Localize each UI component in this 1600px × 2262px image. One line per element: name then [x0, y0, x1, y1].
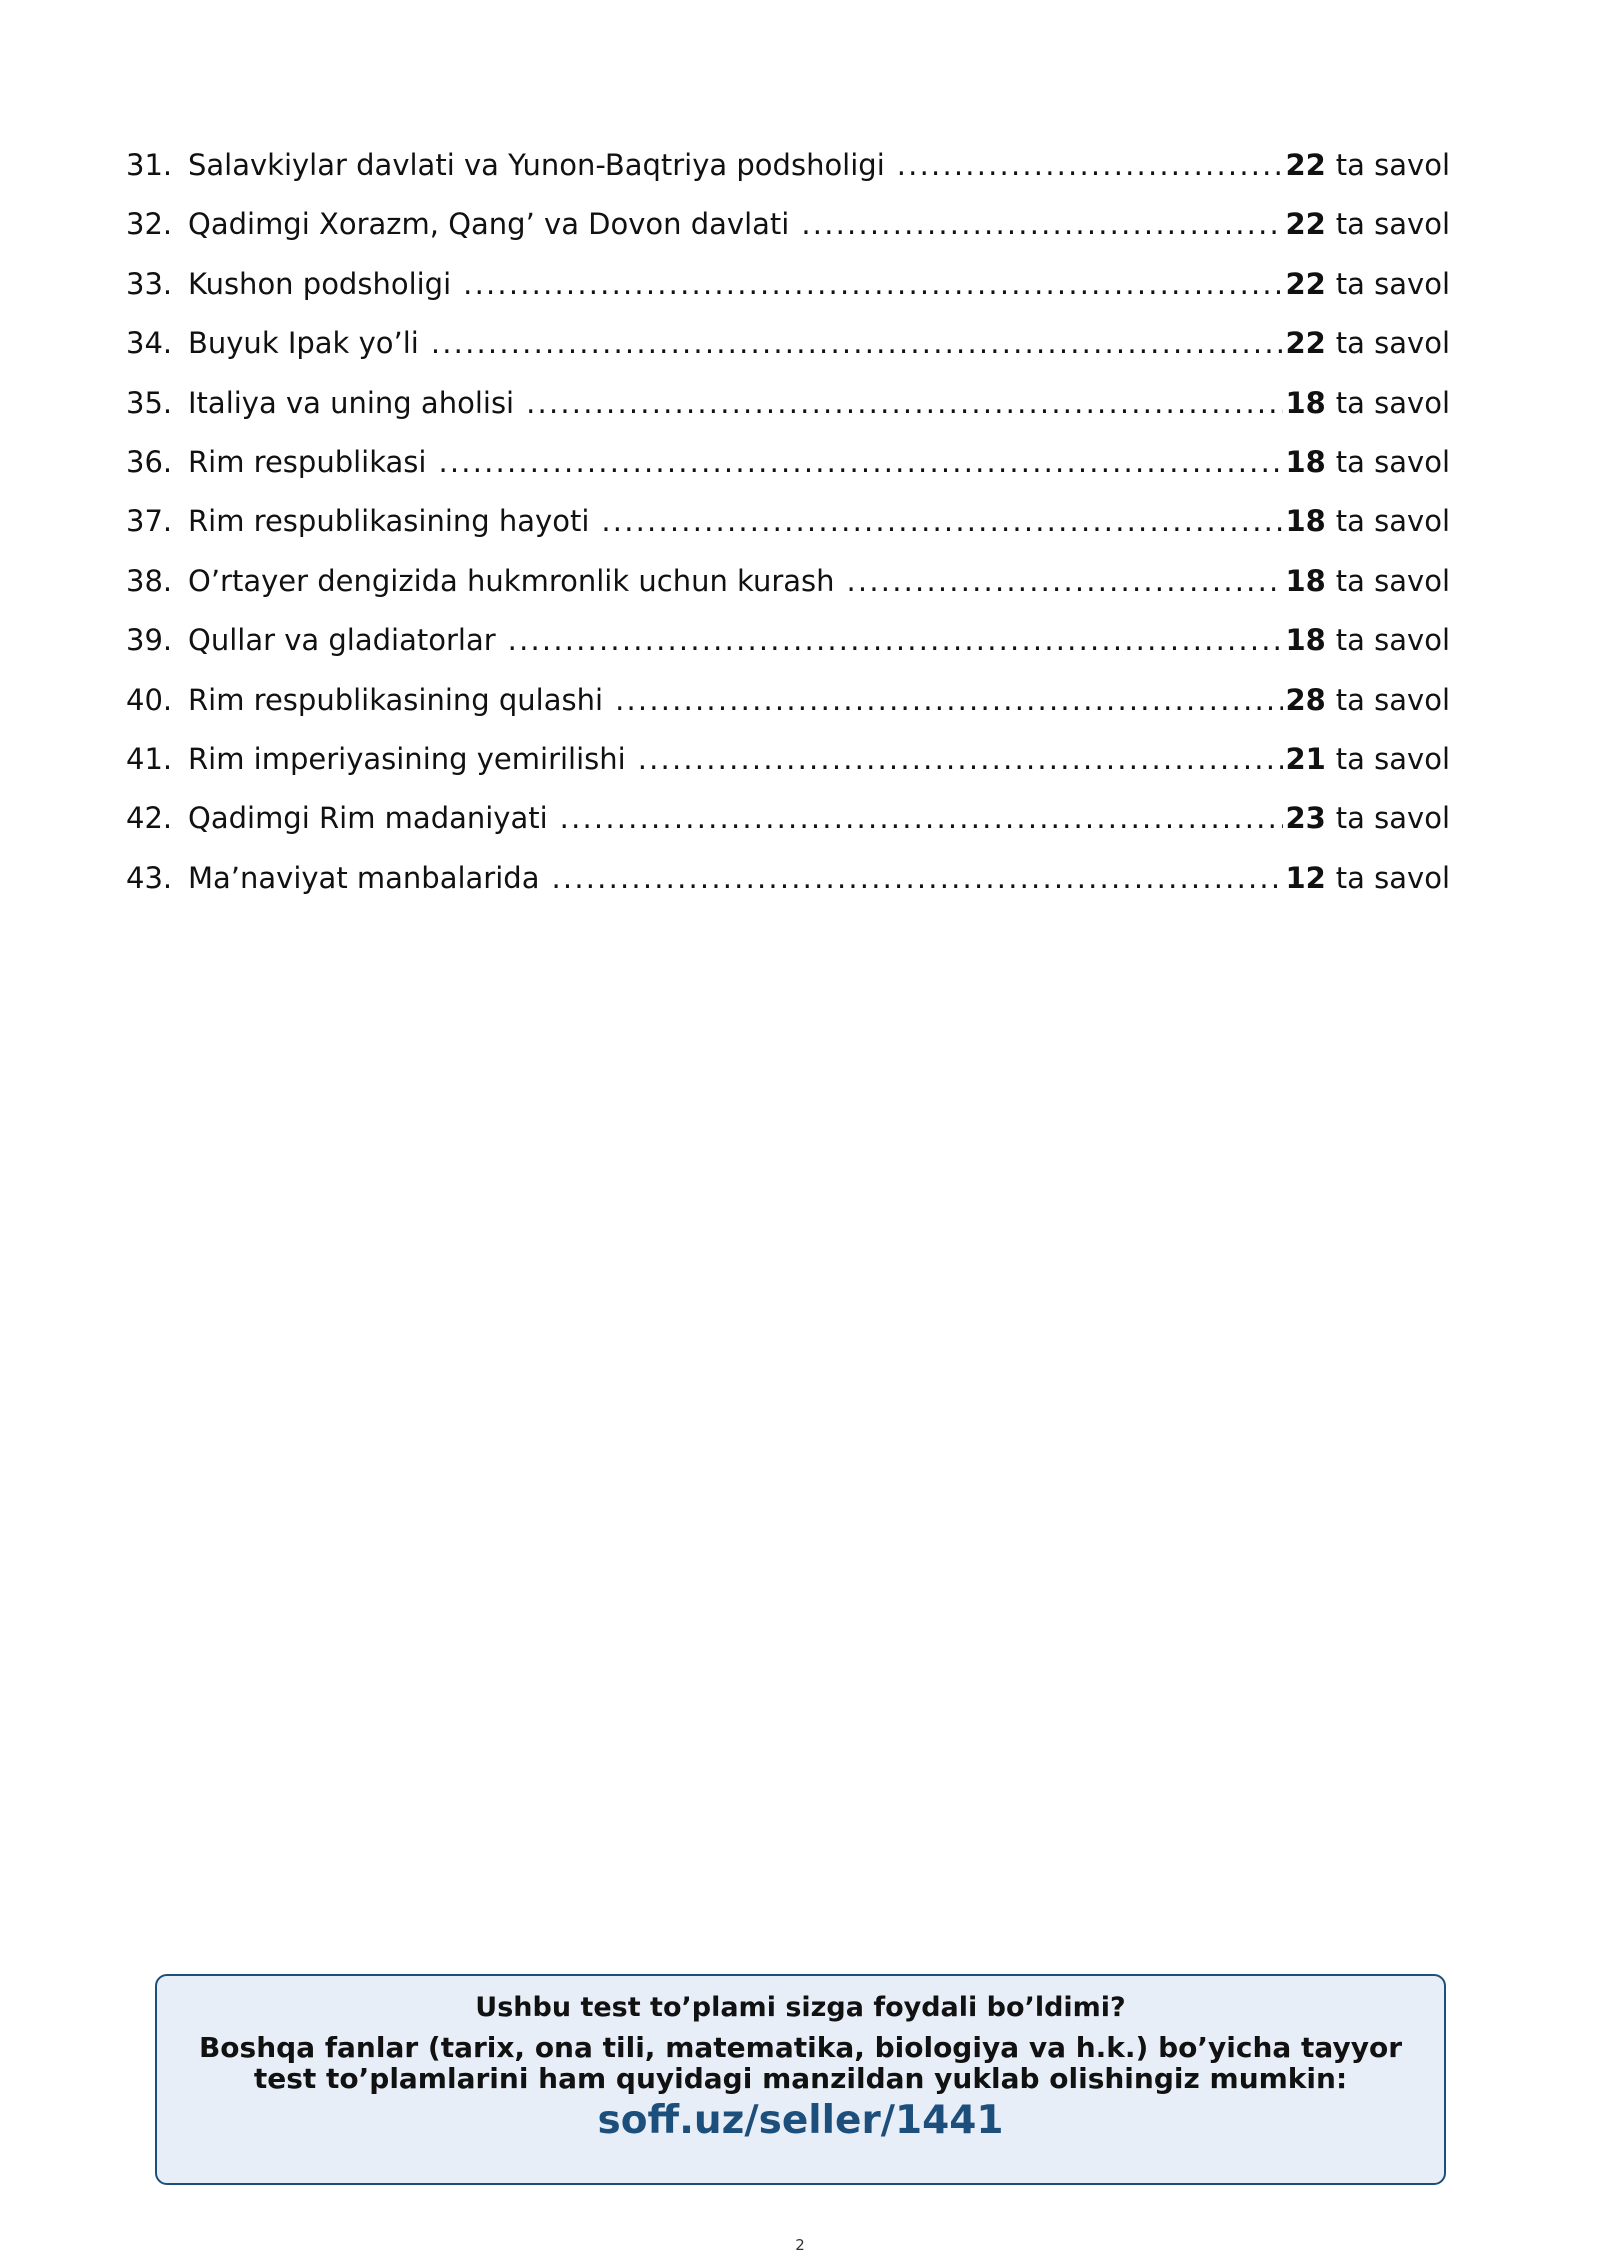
toc-number: 38.: [126, 563, 173, 598]
dot-leader: [463, 267, 1283, 301]
toc-number: 34.: [126, 326, 173, 361]
toc-count: 28: [1285, 682, 1326, 717]
toc-suffix: ta savol: [1335, 741, 1450, 776]
toc-row: [126, 623, 1450, 682]
dot-leader: [431, 326, 1284, 360]
toc-suffix: ta savol: [1335, 326, 1450, 361]
toc-suffix: ta savol: [1335, 385, 1450, 420]
toc-title: O’rtayer dengizida hukmronlik uchun kurash: [188, 563, 835, 598]
toc-suffix: ta savol: [1335, 148, 1450, 182]
toc-count: 18: [1285, 444, 1326, 479]
toc-title: Qullar va gladiatorlar: [188, 623, 496, 658]
toc-count: 22: [1285, 148, 1326, 182]
toc-row: [126, 386, 1450, 445]
toc-row: [126, 683, 1450, 742]
toc-row: [126, 504, 1450, 563]
toc-count: 22: [1285, 266, 1326, 301]
toc-row: [126, 207, 1450, 266]
promo-question: Ushbu test to’plami sizga foydali bo’ldimi?: [475, 1992, 1126, 2023]
toc-number: 33.: [126, 266, 173, 301]
toc-number: 36.: [126, 444, 173, 479]
toc-suffix: ta savol: [1335, 207, 1450, 242]
toc-title: Ma’naviyat manbalarida: [188, 860, 540, 895]
toc-title: Buyuk Ipak yo’li: [188, 326, 419, 361]
promo-link[interactable]: soff.uz/seller/1441: [597, 2098, 1004, 2143]
toc-number: 37.: [126, 504, 173, 539]
toc-number: 35.: [126, 385, 173, 420]
toc-suffix: ta savol: [1335, 266, 1450, 301]
toc-title: Salavkiylar davlati va Yunon-Baqtriya podsholigi: [188, 148, 885, 182]
toc-count: 18: [1285, 623, 1326, 658]
dot-leader: [526, 386, 1283, 420]
toc-count: 12: [1285, 860, 1326, 895]
toc-title: Italiya va uning aholisi: [188, 385, 515, 420]
toc-title: Qadimgi Rim madaniyati: [188, 801, 548, 836]
toc-row: [126, 148, 1450, 207]
dot-leader: [560, 801, 1284, 835]
page-number: 2: [795, 2236, 805, 2254]
toc-row: [126, 801, 1450, 860]
toc-suffix: ta savol: [1335, 801, 1450, 836]
toc-title: Rim respublikasining hayoti: [188, 504, 590, 539]
toc-number: 43.: [126, 860, 173, 895]
toc-row: [126, 267, 1450, 326]
toc-count: 22: [1285, 207, 1326, 242]
dot-leader: [801, 207, 1283, 241]
toc-row: [126, 564, 1450, 623]
toc-row: [126, 861, 1450, 920]
dot-leader: [847, 564, 1284, 598]
toc-number: 31.: [126, 148, 173, 182]
toc-count: 22: [1285, 326, 1326, 361]
toc-row: [126, 742, 1450, 801]
dot-leader: [438, 445, 1283, 479]
promo-body: Boshqa fanlar (tarix, ona tili, matematika, biologiya va h.k.) bo’yicha tayyor test to’plamlarini ham quyidagi manzildan yuklab olishingiz mumkin:: [198, 2031, 1403, 2095]
toc-count: 21: [1285, 741, 1326, 776]
toc-suffix: ta savol: [1335, 444, 1450, 479]
toc-suffix: ta savol: [1335, 860, 1450, 895]
table-of-contents: [126, 148, 1450, 920]
toc-title: Qadimgi Xorazm, Qang’ va Dovon davlati: [188, 207, 790, 242]
dot-leader: [551, 861, 1283, 895]
toc-count: 18: [1285, 504, 1326, 539]
toc-number: 40.: [126, 682, 173, 717]
toc-title: Rim respublikasining qulashi: [188, 682, 604, 717]
dot-leader: [508, 623, 1284, 657]
toc-suffix: ta savol: [1335, 623, 1450, 658]
dot-leader: [897, 148, 1284, 182]
toc-number: 32.: [126, 207, 173, 242]
toc-count: 18: [1285, 563, 1326, 598]
toc-number: 39.: [126, 623, 173, 658]
toc-row: [126, 445, 1450, 504]
toc-title: Rim imperiyasining yemirilishi: [188, 741, 626, 776]
toc-count: 23: [1285, 801, 1326, 836]
promo-box: [155, 1974, 1446, 2185]
toc-title: Kushon podsholigi: [188, 266, 452, 301]
toc-row: [126, 326, 1450, 385]
toc-number: 42.: [126, 801, 173, 836]
dot-leader: [638, 742, 1284, 776]
toc-suffix: ta savol: [1335, 563, 1450, 598]
dot-leader: [601, 504, 1283, 538]
toc-number: 41.: [126, 741, 173, 776]
dot-leader: [615, 683, 1283, 717]
toc-count: 18: [1285, 385, 1326, 420]
toc-title: Rim respublikasi: [188, 444, 427, 479]
toc-suffix: ta savol: [1335, 504, 1450, 539]
toc-suffix: ta savol: [1335, 682, 1450, 717]
